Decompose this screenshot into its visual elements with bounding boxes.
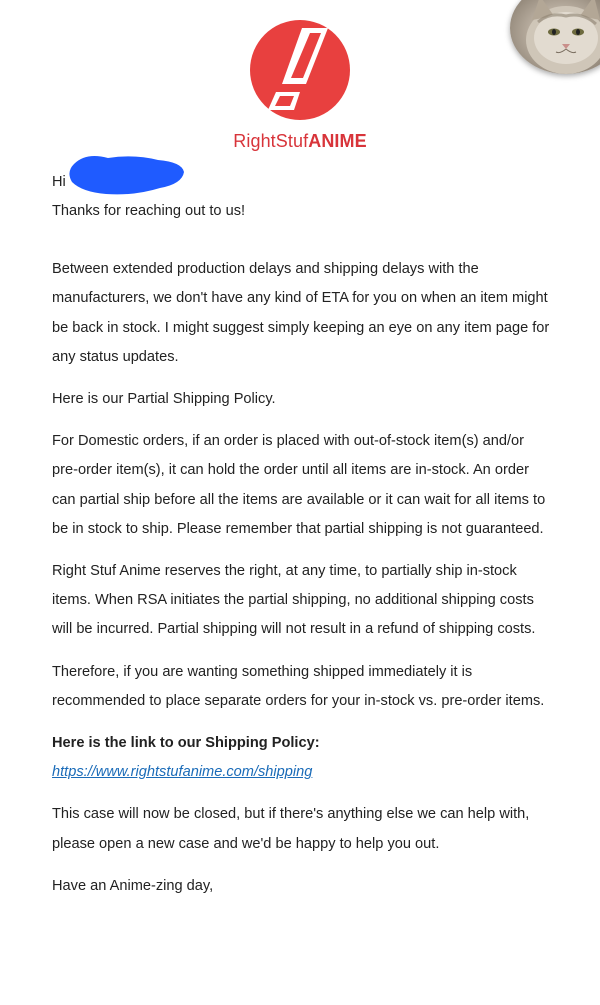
paragraph-rights-reserved: Right Stuf Anime reserves the right, at any time, to partially ship in-stock items. When RSA initiates the partial shipping, no additional shipping costs will be incurred. Partial shipping will not result in a refund of shipping costs.	[52, 563, 536, 638]
exclamation-circle-logo-icon	[248, 18, 352, 122]
brand-prefix: RightStuf	[233, 131, 309, 151]
greeting-line	[52, 168, 552, 197]
paragraph-partial-policy-intro: Here is our Partial Shipping Policy.	[52, 391, 276, 408]
shipping-policy-link[interactable]: https://www.rightstufanime.com/shipping	[52, 764, 313, 781]
cat-photo-avatar	[510, 0, 600, 74]
brand-suffix: ANIME	[308, 131, 367, 151]
brand-wordmark	[0, 131, 600, 152]
greeting: Hi	[52, 174, 66, 190]
email-body	[52, 168, 552, 901]
paragraph-eta: Between extended production delays and shipping delays with the manufacturers, we don't have any kind of ETA for you on when an item might be back in stock. I might suggest simply keeping an eye on any item page for any status updates.	[52, 261, 550, 365]
redaction-scribble	[64, 150, 186, 200]
thanks-line: Thanks for reaching out to us!	[52, 203, 246, 219]
signoff: Have an Anime-zing day,	[52, 877, 214, 894]
paragraph-domestic-orders: For Domestic orders, if an order is placed with out-of-stock item(s) and/or pre-order item(s), it can hold the order until all items are in-stock. An order can partial ship before all the items are available or it can wait for all items to be in stock to ship. Please remember that partial shipping is not guaranteed.	[52, 433, 546, 537]
paragraph-separate-orders: Therefore, if you are wanting something shipped immediately it is recommended to place separate orders for your in-stock vs. pre-order items.	[52, 663, 545, 709]
policy-heading: Here is the link to our Shipping Policy:	[52, 735, 320, 752]
closing-paragraph: This case will now be closed, but if there's anything else we can help with, please open a new case and we'd be happy to help you out.	[52, 806, 530, 852]
avatar	[510, 0, 600, 74]
